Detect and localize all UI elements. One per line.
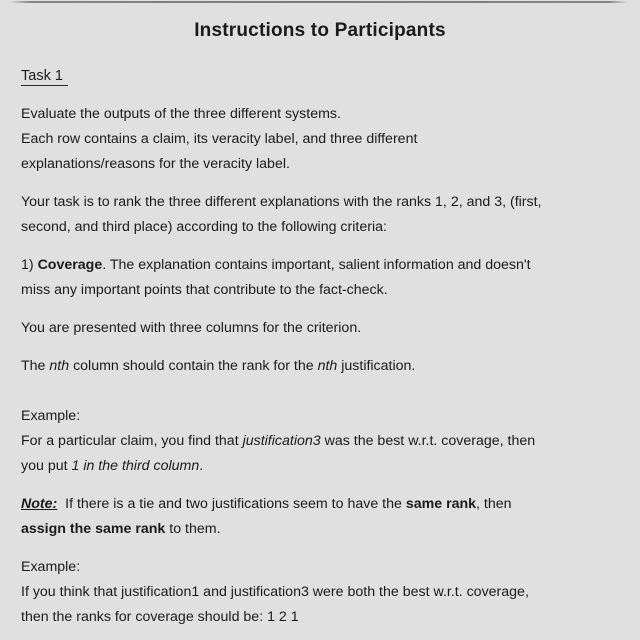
text-line: Example: — [21, 408, 81, 424]
text-line: explanations/reasons for the veracity label. — [21, 156, 290, 172]
text-line: Each row contains a claim, its veracity label, and three different — [21, 131, 418, 147]
text-line: then the ranks for coverage should be: 1 2 1 — [21, 609, 299, 625]
page-title: Instructions to Participants — [194, 20, 446, 41]
text-run: was the best w.r.t. coverage, then — [320, 433, 536, 449]
text-run: If there is a tie and two justifications seem to have the — [57, 496, 406, 512]
text-run: to them. — [165, 521, 221, 537]
text-line — [21, 354, 632, 379]
text-line: second, and third place) according to the following criteria: — [21, 219, 387, 235]
task-heading-label: Task 1 — [21, 68, 68, 86]
text-line — [21, 492, 632, 517]
text-line — [21, 454, 632, 479]
paragraph-example-1 — [21, 404, 632, 479]
text-run: you put — [21, 458, 72, 474]
paragraph-columns-info — [21, 316, 632, 341]
text-line: Your task is to rank the three different explanations with the ranks 1, 2, and 3, (first, — [21, 194, 542, 210]
text-run: , then — [476, 496, 512, 512]
bold-run-assign-same-rank: assign the same rank — [21, 521, 166, 537]
text-run: The — [21, 358, 50, 374]
text-run: justification. — [337, 358, 416, 374]
text-line — [21, 253, 632, 278]
text-run: 1) — [21, 257, 38, 273]
bold-run-same-rank: same rank — [405, 496, 477, 512]
italic-run-justification3: justification3 — [242, 433, 321, 449]
paragraph-task-description — [21, 190, 632, 240]
paragraph-note — [21, 492, 632, 542]
italic-run-nth: nth — [317, 358, 338, 374]
paragraph-example-2 — [21, 555, 632, 630]
italic-run-third-column: 1 in the third column — [71, 458, 200, 474]
text-line — [21, 429, 632, 454]
text-line — [21, 517, 632, 542]
bold-run-coverage: Coverage — [37, 257, 103, 273]
top-border-line — [10, 1, 628, 3]
text-line: If you think that justification1 and justification3 were both the best w.r.t. coverage, — [21, 584, 529, 600]
text-line: You are presented with three columns for the criterion. — [21, 320, 362, 336]
italic-run-nth: nth — [49, 358, 70, 374]
text-run: . The explanation contains important, salient information and doesn't — [102, 257, 531, 273]
paragraph-criterion-coverage — [21, 253, 632, 303]
text-line: miss any important points that contribute to the fact-check. — [21, 282, 388, 298]
text-line: Evaluate the outputs of the three different systems. — [21, 106, 341, 122]
text-run: For a particular claim, you find that — [21, 433, 243, 449]
text-run: column should contain the rank for the — [69, 358, 318, 374]
paragraph-nth-column — [21, 354, 632, 379]
note-label: Note: — [21, 496, 58, 512]
paragraph-overview — [21, 102, 632, 177]
task-heading — [21, 64, 640, 89]
text-run: . — [199, 458, 204, 474]
text-line: Example: — [21, 559, 81, 575]
